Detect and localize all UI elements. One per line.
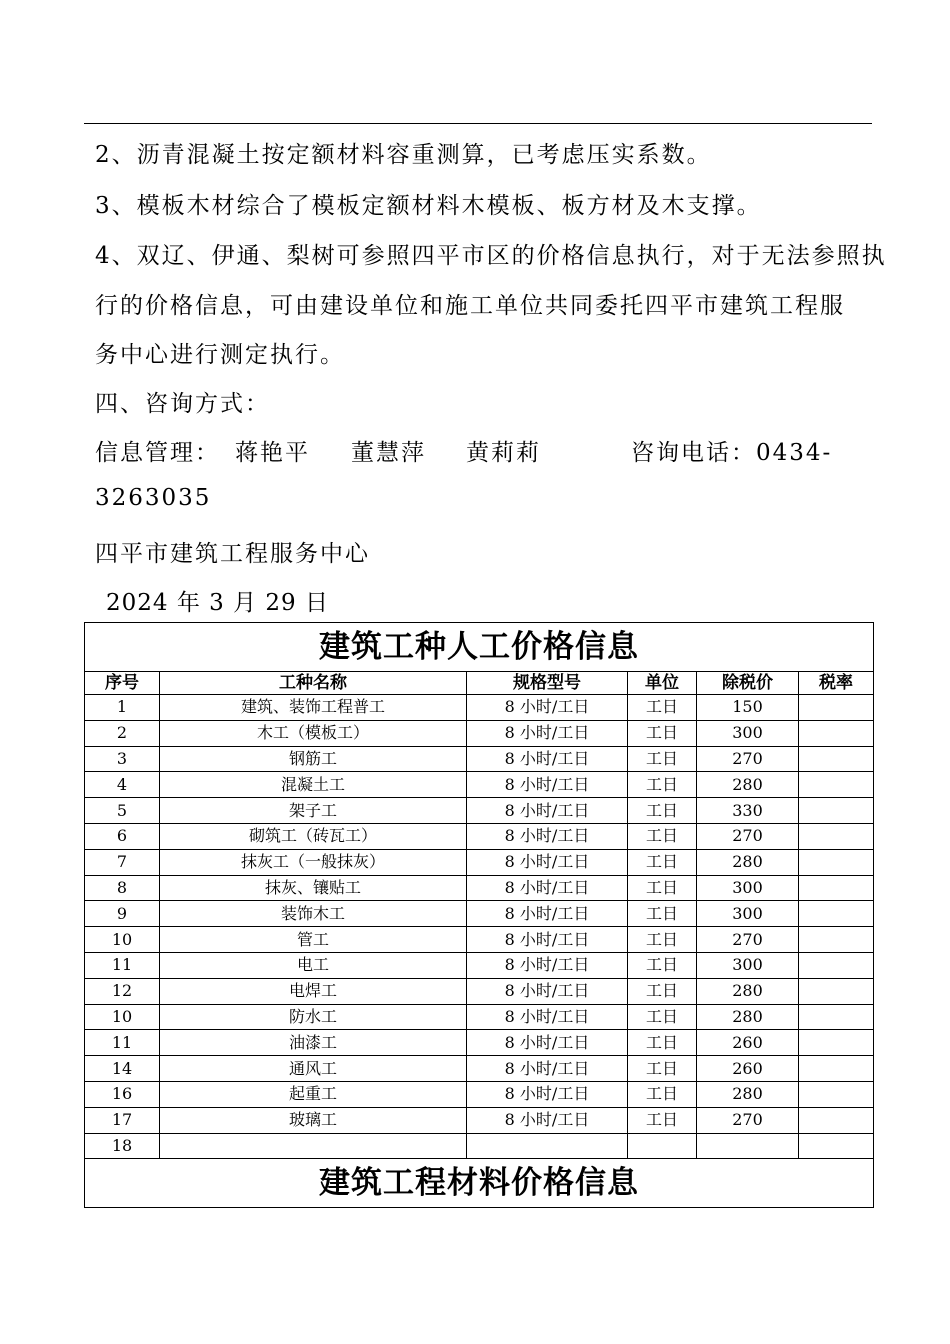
table-cell: 8 小时/工日 — [467, 720, 628, 746]
table-row — [85, 720, 874, 746]
table-cell: 150 — [697, 695, 799, 721]
contact-name: 董慧萍 — [351, 440, 426, 466]
table-row — [85, 1030, 874, 1056]
table-cell: 装饰木工 — [160, 901, 467, 927]
table-cell: 3 — [85, 746, 160, 772]
table-cell: 8 小时/工日 — [467, 927, 628, 953]
table-cell: 工日 — [628, 849, 697, 875]
table-row — [85, 875, 874, 901]
table-cell: 2 — [85, 720, 160, 746]
table-cell: 300 — [697, 720, 799, 746]
table-cell: 工日 — [628, 746, 697, 772]
table-cell: 工日 — [628, 952, 697, 978]
table-cell: 起重工 — [160, 1081, 467, 1107]
table-cell: 8 小时/工日 — [467, 798, 628, 824]
table-cell: 工日 — [628, 1056, 697, 1082]
table-row — [85, 1107, 874, 1133]
table-cell — [697, 1133, 799, 1159]
table-cell: 工日 — [628, 772, 697, 798]
table-cell — [799, 927, 874, 953]
table-cell: 8 小时/工日 — [467, 1107, 628, 1133]
table-cell: 工日 — [628, 1081, 697, 1107]
table-cell — [799, 1004, 874, 1030]
table-cell: 管工 — [160, 927, 467, 953]
table-row — [85, 695, 874, 721]
contact-label: 信息管理： — [95, 440, 220, 466]
table-cell: 10 — [85, 927, 160, 953]
table-cell — [799, 746, 874, 772]
table-cell: 木工（模板工） — [160, 720, 467, 746]
table-cell: 16 — [85, 1081, 160, 1107]
table-header-row — [85, 672, 874, 695]
header-cell: 除税价 — [697, 672, 799, 695]
table-cell: 280 — [697, 849, 799, 875]
note-line: 务中心进行测定执行。 — [95, 342, 345, 368]
phone-number: 3263035 — [95, 485, 212, 511]
table-cell: 8 小时/工日 — [467, 978, 628, 1004]
table-cell: 工日 — [628, 1030, 697, 1056]
contact-line — [95, 434, 875, 464]
header-cell: 规格型号 — [467, 672, 628, 695]
table-cell: 11 — [85, 1030, 160, 1056]
table-cell: 工日 — [628, 695, 697, 721]
table-cell: 工日 — [628, 901, 697, 927]
table-cell: 工日 — [628, 875, 697, 901]
table-cell — [799, 1107, 874, 1133]
header-cell: 工种名称 — [160, 672, 467, 695]
table-cell: 7 — [85, 849, 160, 875]
table-cell — [799, 720, 874, 746]
table-cell: 10 — [85, 1004, 160, 1030]
table-cell — [799, 1133, 874, 1159]
top-rule — [84, 123, 872, 124]
table-cell — [799, 901, 874, 927]
table-cell: 330 — [697, 798, 799, 824]
table-cell: 270 — [697, 927, 799, 953]
table-row — [85, 1004, 874, 1030]
table-cell: 5 — [85, 798, 160, 824]
table-cell — [799, 823, 874, 849]
table-cell: 9 — [85, 901, 160, 927]
table-cell: 8 小时/工日 — [467, 1081, 628, 1107]
table-cell: 12 — [85, 978, 160, 1004]
table-cell: 建筑、装饰工程普工 — [160, 695, 467, 721]
table-cell: 防水工 — [160, 1004, 467, 1030]
table-row — [85, 978, 874, 1004]
table-cell: 8 小时/工日 — [467, 1056, 628, 1082]
table-cell: 钢筋工 — [160, 746, 467, 772]
table-cell: 300 — [697, 875, 799, 901]
table-cell — [799, 798, 874, 824]
table-cell: 8 小时/工日 — [467, 901, 628, 927]
table-cell: 300 — [697, 952, 799, 978]
note-line: 3、模板木材综合了模板定额材料木模板、板方材及木支撑。 — [95, 193, 762, 219]
table-cell: 工日 — [628, 1107, 697, 1133]
table-cell — [467, 1133, 628, 1159]
table-cell: 280 — [697, 978, 799, 1004]
table-cell: 280 — [697, 1081, 799, 1107]
table-row — [85, 927, 874, 953]
table-cell: 8 小时/工日 — [467, 1030, 628, 1056]
table-cell: 8 小时/工日 — [467, 849, 628, 875]
table-cell: 工日 — [628, 927, 697, 953]
table-cell: 280 — [697, 772, 799, 798]
header-cell: 序号 — [85, 672, 160, 695]
table-cell: 抹灰工（一般抹灰） — [160, 849, 467, 875]
table-cell: 8 小时/工日 — [467, 746, 628, 772]
table-cell: 260 — [697, 1056, 799, 1082]
table-cell: 砌筑工（砖瓦工） — [160, 823, 467, 849]
table-cell: 电焊工 — [160, 978, 467, 1004]
table-cell — [799, 695, 874, 721]
table-cell: 8 小时/工日 — [467, 823, 628, 849]
table-cell: 270 — [697, 746, 799, 772]
table-cell — [160, 1133, 467, 1159]
table-cell: 1 — [85, 695, 160, 721]
table-cell: 270 — [697, 1107, 799, 1133]
labor-price-table — [84, 622, 874, 1208]
table-cell — [799, 1081, 874, 1107]
table-cell: 6 — [85, 823, 160, 849]
table-cell — [628, 1133, 697, 1159]
table-cell: 通风工 — [160, 1056, 467, 1082]
table-cell — [799, 772, 874, 798]
table-cell: 8 小时/工日 — [467, 875, 628, 901]
table-cell: 4 — [85, 772, 160, 798]
header-cell: 单位 — [628, 672, 697, 695]
table-cell: 18 — [85, 1133, 160, 1159]
next-table-title: 建筑工程材料价格信息 — [85, 1159, 874, 1208]
note-line: 2、沥青混凝土按定额材料容重测算，已考虑压实系数。 — [95, 142, 712, 168]
contact-name: 蒋艳平 — [235, 440, 310, 466]
table-cell: 8 — [85, 875, 160, 901]
table-title: 建筑工种人工价格信息 — [85, 623, 874, 672]
table-row — [85, 1081, 874, 1107]
table-row — [85, 746, 874, 772]
table-cell: 8 小时/工日 — [467, 1004, 628, 1030]
table-row — [85, 901, 874, 927]
table-cell: 8 小时/工日 — [467, 952, 628, 978]
table-cell — [799, 1030, 874, 1056]
table-row — [85, 952, 874, 978]
contact-name: 黄莉莉 — [466, 440, 541, 466]
org-name: 四平市建筑工程服务中心 — [95, 541, 370, 567]
date: 2024 年 3 月 29 日 — [106, 590, 329, 616]
table-cell — [799, 875, 874, 901]
table-cell: 260 — [697, 1030, 799, 1056]
table-row — [85, 1133, 874, 1159]
table-cell: 电工 — [160, 952, 467, 978]
table-cell: 工日 — [628, 1004, 697, 1030]
table-row — [85, 798, 874, 824]
table-cell: 8 小时/工日 — [467, 772, 628, 798]
table-cell: 工日 — [628, 823, 697, 849]
header-cell: 税率 — [799, 672, 874, 695]
table-cell — [799, 849, 874, 875]
table-cell: 混凝土工 — [160, 772, 467, 798]
table-cell: 油漆工 — [160, 1030, 467, 1056]
table-cell: 抹灰、镶贴工 — [160, 875, 467, 901]
table-cell — [799, 952, 874, 978]
table-cell: 工日 — [628, 798, 697, 824]
table-cell — [799, 1056, 874, 1082]
table-cell: 300 — [697, 901, 799, 927]
table-row — [85, 772, 874, 798]
table-cell — [799, 978, 874, 1004]
table-cell: 280 — [697, 1004, 799, 1030]
table-cell: 17 — [85, 1107, 160, 1133]
note-line: 行的价格信息，可由建设单位和施工单位共同委托四平市建筑工程服 — [95, 293, 845, 319]
table-row — [85, 1056, 874, 1082]
table-cell: 玻璃工 — [160, 1107, 467, 1133]
note-line: 4、双辽、伊通、梨树可参照四平市区的价格信息执行，对于无法参照执 — [95, 243, 887, 269]
table-cell: 工日 — [628, 978, 697, 1004]
table-cell: 270 — [697, 823, 799, 849]
table-cell: 14 — [85, 1056, 160, 1082]
table-row — [85, 849, 874, 875]
table-cell: 8 小时/工日 — [467, 695, 628, 721]
table-cell: 工日 — [628, 720, 697, 746]
phone-label: 咨询电话：0434- — [631, 440, 833, 466]
table-row — [85, 823, 874, 849]
consult-heading: 四、咨询方式： — [95, 391, 270, 417]
table-cell: 11 — [85, 952, 160, 978]
table-cell: 架子工 — [160, 798, 467, 824]
